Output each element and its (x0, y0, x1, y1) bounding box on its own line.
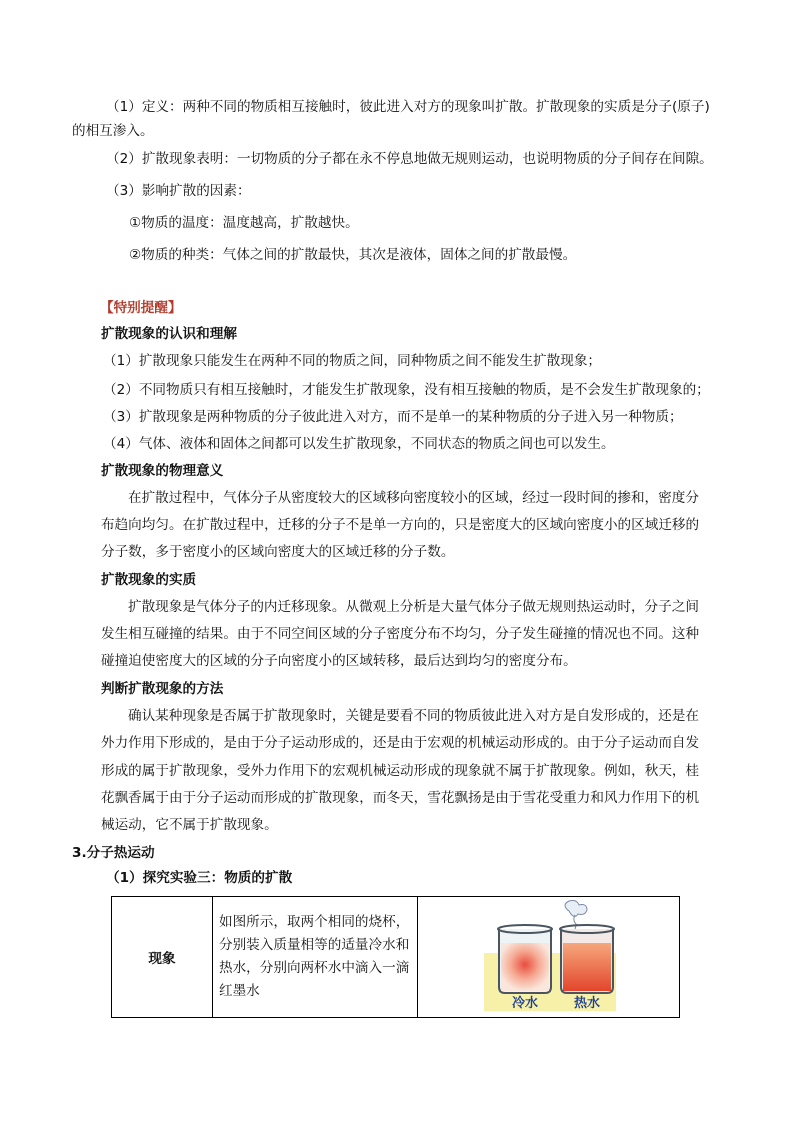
reminder-point-2: （2）不同物质只有相互接触时，才能发生扩散现象，没有相互接触的物质，是不会发生扩散现象的； (103, 382, 710, 398)
section-3-subtitle: （1）探究实验三：物质的扩散 (106, 870, 293, 886)
definition-line-1a: （1）定义：两种不同的物质相互接触时，彼此进入对方的现象叫扩散。扩散现象的实质是分子(原子) (106, 99, 710, 115)
section-3-title: 3.分子热运动 (72, 845, 155, 861)
reminder-point-4: （4）气体、液体和固体之间都可以发生扩散现象，不同状态的物质之间也可以发生。 (103, 436, 615, 452)
beakers-illustration (449, 899, 649, 1011)
reminder-point-3: （3）扩散现象是两种物质的分子彼此进入对方，而不是单一的某种物质的分子进入另一种物质； (103, 409, 683, 425)
essence-line-2: 发生相互碰撞的结果。由于不同空间区域的分子密度分布不均匀，分子发生碰撞的情况也不同。这种 (101, 626, 700, 642)
steam-icon (565, 901, 587, 934)
method-line-3: 形成的属于扩散现象，受外力作用下的宏观机械运动形成的现象就不属于扩散现象。例如，秋天，桂 (101, 763, 700, 779)
hot-water-beaker (560, 925, 614, 993)
definition-line-1b: 的相互渗入。 (72, 123, 154, 139)
phenomenon-label: 现象 (112, 897, 213, 1018)
meaning-line-3: 分子数，多于密度小的区域向密度大的区域迁移的分子数。 (101, 544, 455, 560)
cold-water-label: 冷水 (511, 996, 538, 1011)
cold-water-beaker (498, 925, 552, 993)
factor-kind: ②物质的种类：气体之间的扩散最快，其次是液体，固体之间的扩散最慢。 (129, 247, 577, 263)
essence-line-3: 碰撞迫使密度大的区域的分子向密度小的区域转移，最后达到均匀的密度分布。 (101, 653, 577, 669)
reminder-point-1: （1）扩散现象只能发生在两种不同的物质之间，同种物质之间不能发生扩散现象； (103, 353, 602, 369)
essence-line-1: 扩散现象是气体分子的内迁移现象。从微观上分析是大量气体分子做无规则热运动时，分子之间 (128, 599, 699, 615)
reminder-heading-1: 扩散现象的认识和理解 (101, 326, 237, 342)
factor-temperature: ①物质的温度：温度越高，扩散越快。 (129, 215, 359, 231)
method-line-2: 外力作用下形成的，是由于分子运动形成的，还是由于宏观的机械运动形成的。由于分子运动而自发 (101, 735, 700, 751)
reminder-heading-2: 扩散现象的物理意义 (101, 463, 224, 479)
reminder-title: 【特别提醒】 (100, 300, 182, 316)
table-row (112, 897, 680, 1018)
method-line-5: 械运动，它不属于扩散现象。 (101, 817, 278, 833)
reminder-heading-3: 扩散现象的实质 (101, 572, 197, 588)
beaker-illustration-cell (418, 897, 680, 1018)
meaning-line-1: 在扩散过程中，气体分子从密度较大的区域移向密度较小的区域，经过一段时间的掺和，密度分 (128, 490, 699, 506)
definition-line-2: （2）扩散现象表明：一切物质的分子都在永不停息地做无规则运动，也说明物质的分子间存在间隙。 (106, 151, 713, 167)
experiment-table (111, 896, 680, 1018)
hot-water-label: 热水 (573, 996, 600, 1011)
method-line-4: 花飘香属于由于分子运动而形成的扩散现象，而冬天，雪花飘扬是由于雪花受重力和风力作用下的机 (101, 790, 700, 806)
reminder-heading-4: 判断扩散现象的方法 (101, 681, 224, 697)
definition-line-3: （3）影响扩散的因素： (106, 183, 251, 199)
phenomenon-description: 如图所示，取两个相同的烧杯，分别装入质量相等的适量冷水和热水，分别向两杯水中滴入一滴红墨水 (213, 897, 418, 1018)
method-line-1: 确认某种现象是否属于扩散现象时，关键是要看不同的物质彼此进入对方是自发形成的，还是在 (128, 708, 699, 724)
meaning-line-2: 布趋向均匀。在扩散过程中，迁移的分子不是单一方向的，只是密度大的区域向密度小的区域迁移的 (101, 517, 700, 533)
